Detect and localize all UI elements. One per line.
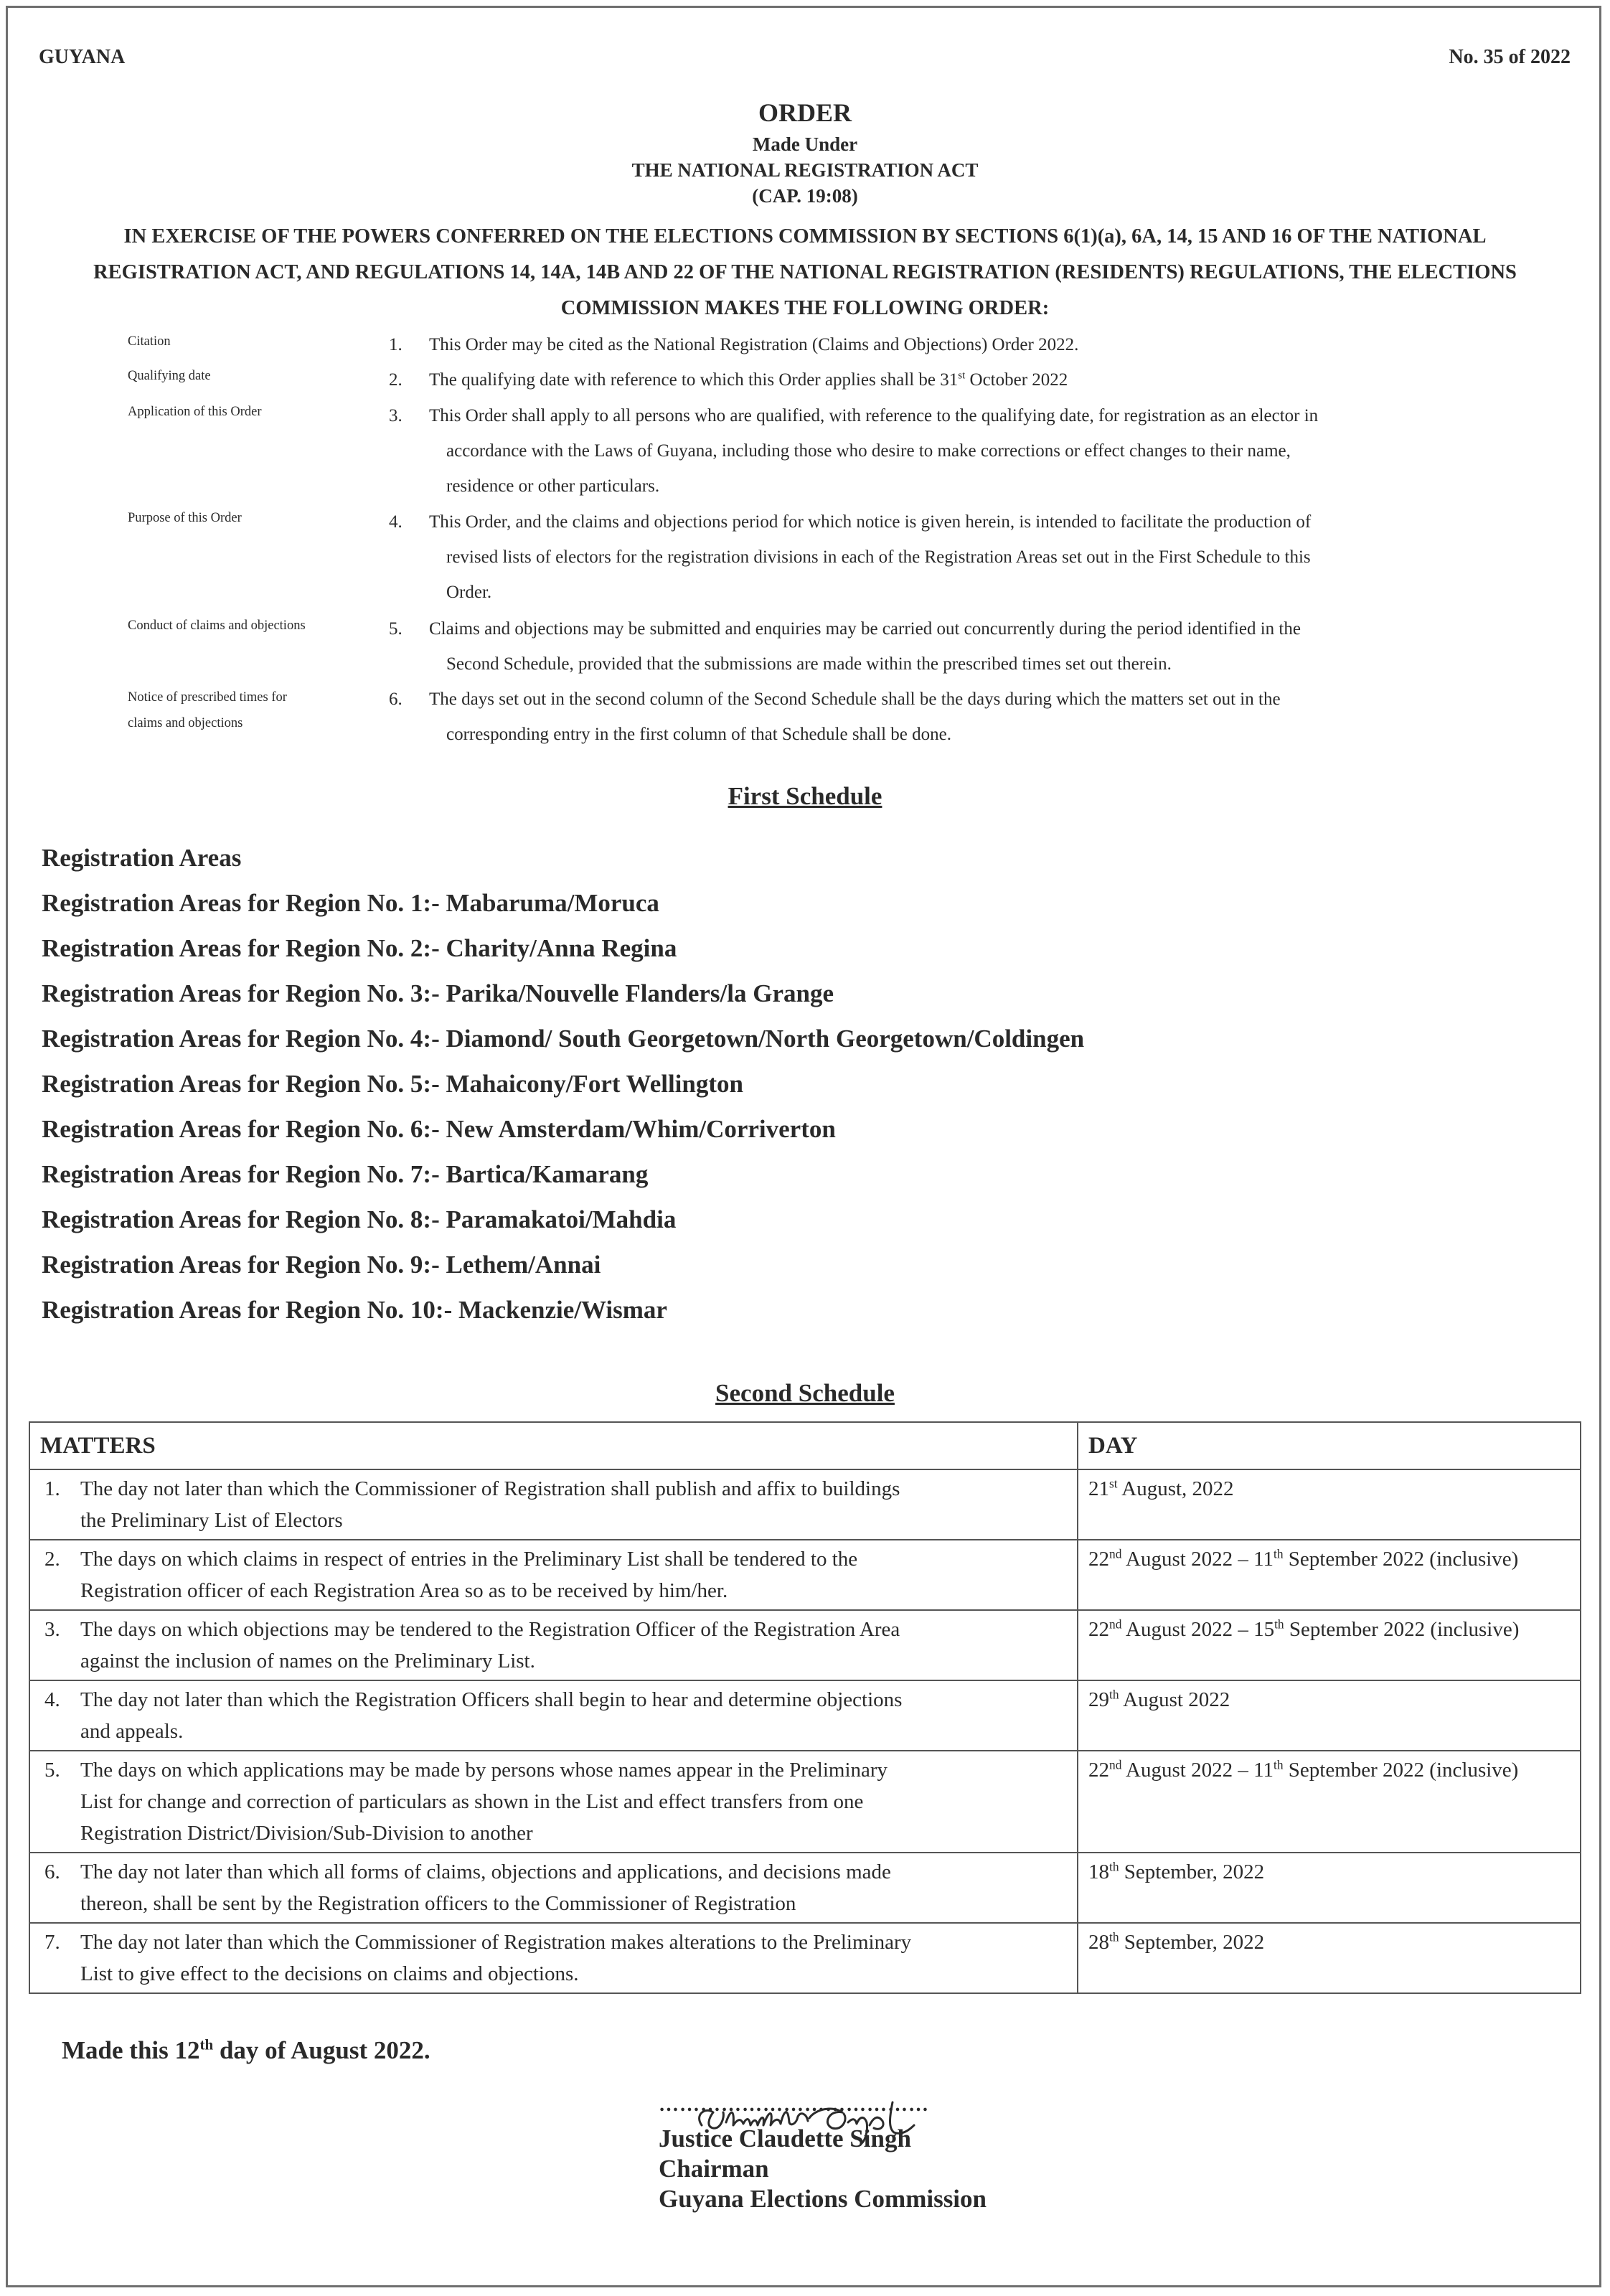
signature-dotted-line: ………………………………… (659, 2094, 929, 2116)
table-header-row (29, 1422, 1581, 1469)
day-cell: 18th September, 2022 (1078, 1853, 1581, 1923)
signatory-organization: Guyana Elections Commission (659, 2185, 987, 2213)
registration-area-item: Registration Areas for Region No. 4:- Diamond/ South Georgetown/North Georgetown/Coldingen (42, 1025, 1085, 1053)
second-schedule-table (29, 1421, 1581, 1994)
matter-cell: 7. The day not later than which the Commissioner of Registration makes alterations to the Preliminary List to give effect to the decisions on claims and objections. (29, 1923, 1078, 1993)
registration-area-item: Registration Areas for Region No. 10:- Mackenzie/Wismar (42, 1296, 667, 1324)
paragraph-6: The days set out in the second column of the Second Schedule shall be the days during which the matters set out in the corresponding entry in the first column of that Schedule shall be done. (429, 690, 1281, 744)
matter-cell: 3. The days on which objections may be tendered to the Registration Officer of the Registration Area against the inclusion of names on the Preliminary List. (29, 1610, 1078, 1680)
table-row (29, 1610, 1581, 1680)
order-number: No. 35 of 2022 (1449, 46, 1571, 68)
matter-cell: 5. The days on which applications may be made by persons whose names appear in the Preliminary List for change and correction of particulars as shown in the List and effect transfers from one Registration District/Division/Sub-Division to another (29, 1751, 1078, 1853)
preamble (29, 219, 1581, 326)
day-cell: 22nd August 2022 – 11th September 2022 (inclusive) (1078, 1751, 1581, 1853)
first-schedule-title: First Schedule (728, 782, 882, 810)
day-cell: 22nd August 2022 – 15th September 2022 (inclusive) (1078, 1610, 1581, 1680)
paragraph-1: This Order may be cited as the National Registration (Claims and Objections) Order 2022. (429, 335, 1079, 354)
registration-area-item: Registration Areas for Region No. 3:- Parika/Nouvelle Flanders/la Grange (42, 979, 834, 1007)
second-schedule-title: Second Schedule (715, 1379, 895, 1407)
paragraph-2: The qualifying date with reference to which this Order applies shall be 31st October 2022 (429, 370, 1068, 390)
signatory-block (659, 2124, 987, 2214)
paragraph-number: 4. (389, 512, 403, 532)
matters-column-header: MATTERS (29, 1422, 1078, 1469)
registration-area-item: Registration Areas for Region No. 1:- Mabaruma/Moruca (42, 889, 659, 917)
act-name: THE NATIONAL REGISTRATION ACT (631, 159, 979, 181)
day-cell: 29th August 2022 (1078, 1680, 1581, 1751)
registration-area-item: Registration Areas for Region No. 7:- Bartica/Kamarang (42, 1160, 649, 1188)
day-column-header: DAY (1078, 1422, 1581, 1469)
paragraph-5: Claims and objections may be submitted and enquiries may be carried out concurrently during the period identified in the Second Schedule, provided that the submissions are made within the prescribed times set out therein. (429, 619, 1301, 674)
table-row (29, 1923, 1581, 1993)
registration-area-item: Registration Areas for Region No. 8:- Paramakatoi/Mahdia (42, 1205, 677, 1233)
table-row (29, 1680, 1581, 1751)
matter-cell: 6. The day not later than which all forms of claims, objections and applications, and decisions made thereon, shall be sent by the Registration officers to the Commissioner of Registration (29, 1853, 1078, 1923)
paragraph-3: This Order shall apply to all persons who are qualified, with reference to the qualifying date, for registration as an elector in accordance with the Laws of Guyana, including those who desire to make corrections or effect changes to their name, residence or other particulars. (429, 406, 1319, 496)
margin-note-purpose: Purpose of this Order (128, 511, 242, 525)
paragraph-number: 6. (389, 690, 403, 709)
act-cap: (CAP. 19:08) (752, 185, 858, 207)
registration-area-item: Registration Areas for Region No. 2:- Charity/Anna Regina (42, 934, 677, 962)
registration-area-item: Registration Areas for Region No. 6:- New Amsterdam/Whim/Corriverton (42, 1115, 836, 1143)
paragraph-number: 2. (389, 370, 403, 390)
preamble-line: IN EXERCISE OF THE POWERS CONFERRED ON THE ELECTIONS COMMISSION BY SECTIONS 6(1)(a), 6A, 14, 15 AND 16 OF THE NATIONAL (123, 225, 1487, 248)
table-row (29, 1469, 1581, 1540)
margin-note-citation: Citation (128, 334, 171, 349)
signatory-role: Chairman (659, 2155, 769, 2183)
paragraph-4: This Order, and the claims and objections period for which notice is given herein, is intended to facilitate the production of revised lists of electors for the registration divisions in each of the Registration Areas set out in the First Schedule to this Order. (429, 512, 1312, 602)
table-row (29, 1853, 1581, 1923)
matter-cell: 2. The days on which claims in respect of entries in the Preliminary List shall be tendered to the Registration officer of each Registration Area so as to be received by him/her. (29, 1540, 1078, 1610)
registration-area-item: Registration Areas for Region No. 5:- Mahaicony/Fort Wellington (42, 1070, 743, 1098)
made-date-line: Made this 12th day of August 2022. (62, 2036, 430, 2064)
table-row (29, 1751, 1581, 1853)
day-cell: 28th September, 2022 (1078, 1923, 1581, 1993)
order-title: ORDER (758, 98, 852, 127)
margin-note-notice: Notice of prescribed times for claims and objections (128, 690, 287, 730)
preamble-line: COMMISSION MAKES THE FOLLOWING ORDER: (560, 297, 1050, 319)
margin-note-conduct: Conduct of claims and objections (128, 618, 306, 633)
paragraph-number: 1. (389, 335, 403, 354)
registration-areas-heading: Registration Areas (42, 844, 242, 872)
matter-cell: 1. The day not later than which the Commissioner of Registration shall publish and affix to buildings the Preliminary List of Electors (29, 1469, 1078, 1540)
margin-note-application: Application of this Order (128, 405, 262, 419)
margin-note-qualifying-date: Qualifying date (128, 369, 211, 383)
day-cell: 22nd August 2022 – 11th September 2022 (inclusive) (1078, 1540, 1581, 1610)
made-under-line: Made Under (752, 133, 858, 155)
registration-area-item: Registration Areas for Region No. 9:- Lethem/Annai (42, 1251, 601, 1279)
day-cell: 21st August, 2022 (1078, 1469, 1581, 1540)
paragraph-number: 3. (389, 406, 403, 425)
matter-cell: 4. The day not later than which the Registration Officers shall begin to hear and determine objections and appeals. (29, 1680, 1078, 1751)
paragraph-number: 5. (389, 619, 403, 639)
table-row (29, 1540, 1581, 1610)
preamble-line: REGISTRATION ACT, AND REGULATIONS 14, 14A, 14B AND 22 OF THE NATIONAL REGISTRATION (RESIDENTS) REGULATIONS, THE ELECTIONS (93, 261, 1517, 283)
country-label: GUYANA (39, 46, 126, 68)
signatory-name: Justice Claudette Singh (659, 2125, 911, 2152)
